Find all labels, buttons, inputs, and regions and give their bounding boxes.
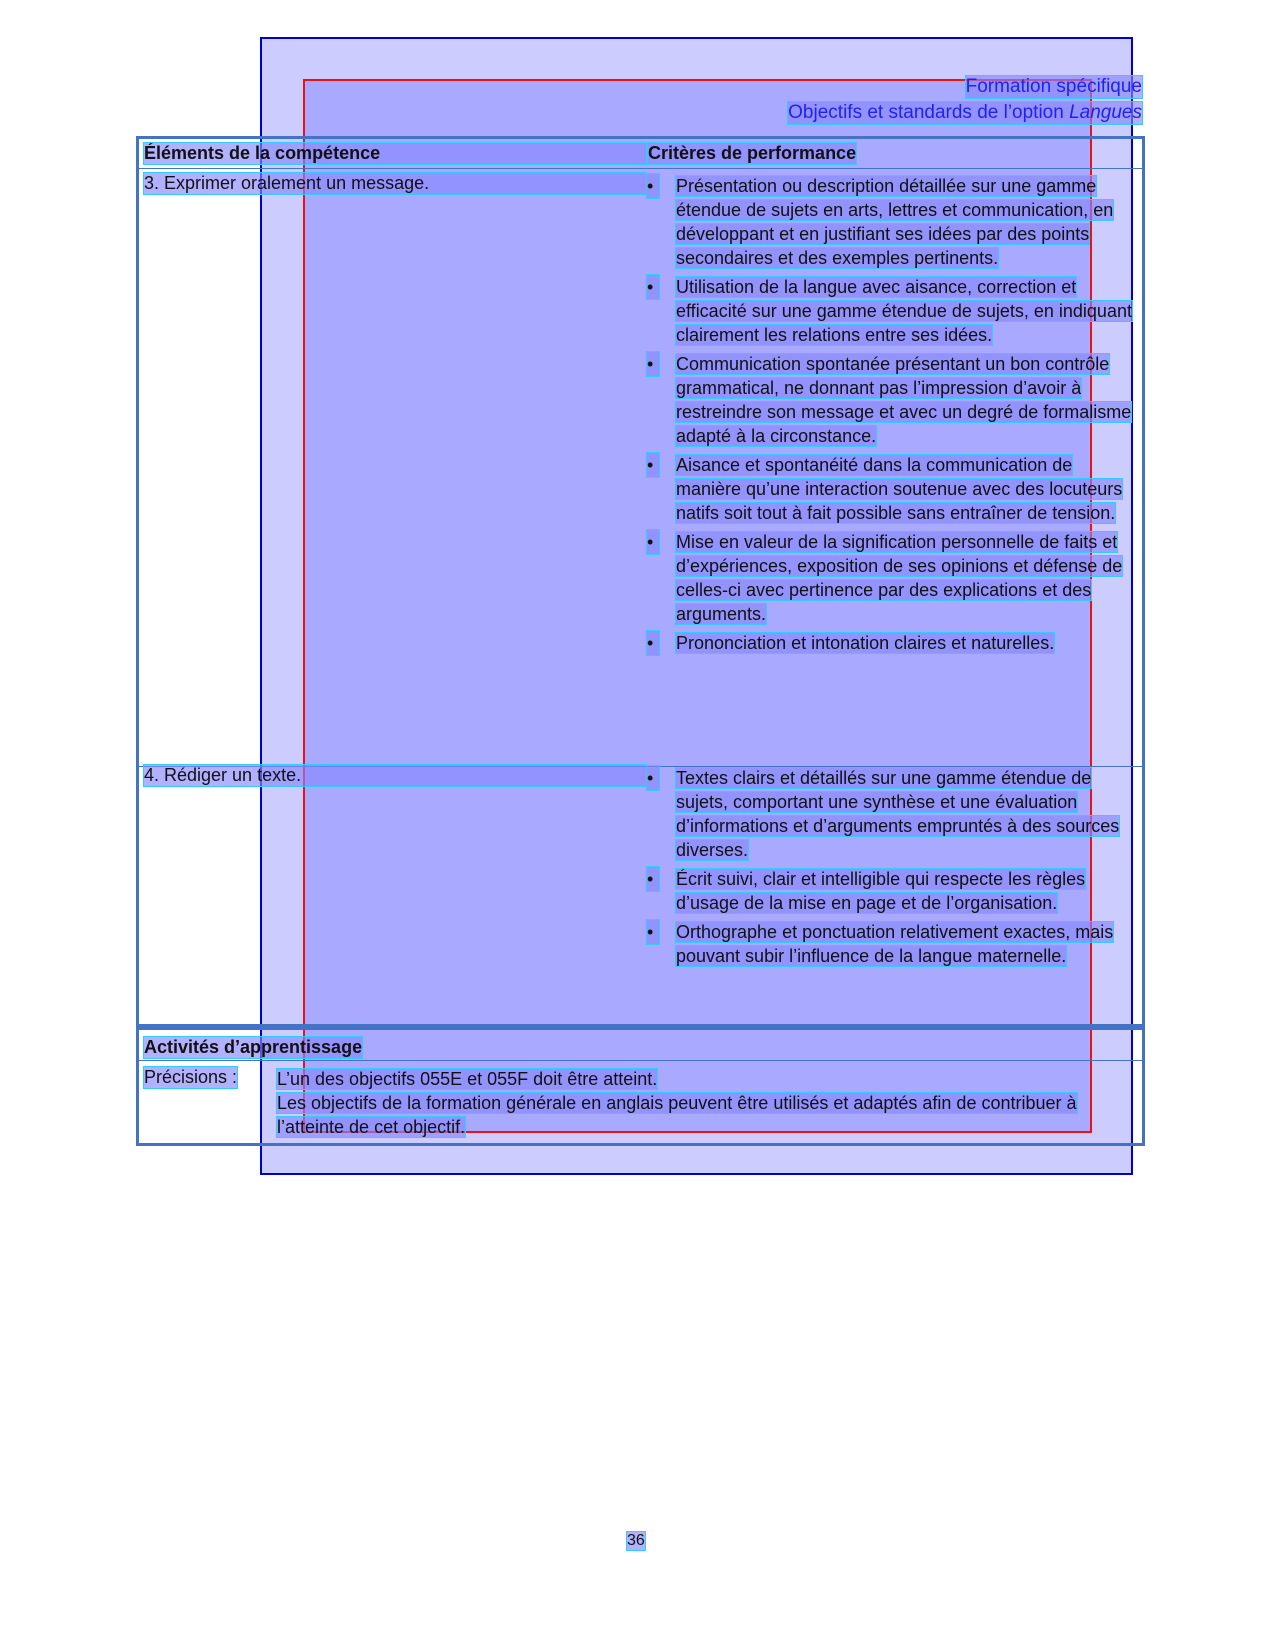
criteria-text: Prononciation et intonation claires et naturelles. [676, 633, 1055, 653]
criteria-item [647, 453, 1132, 525]
competence-element-3: 3. Exprimer oralement un message. [144, 173, 646, 194]
criteria-text: Écrit suivi, clair et intelligible qui respecte les règles d’usage de la mise en page et de l’organisation. [676, 869, 1086, 913]
precisions-line-text: Les objectifs de la formation générale en anglais peuvent être utilisés et adaptés afin de contribuer à l’atteinte de cet objectif. [277, 1093, 1077, 1137]
criteria-item [647, 174, 1132, 270]
criteria-item [647, 920, 1132, 968]
bullet-icon: • [647, 920, 659, 944]
bullet-icon: • [647, 631, 659, 655]
page-number: 36 [627, 1532, 645, 1549]
bullet-icon: • [647, 352, 659, 376]
header-section-title: Formation spécifique [965, 76, 1142, 97]
precisions-line [277, 1091, 1107, 1139]
bullet-icon: • [647, 766, 659, 790]
criteria-item [647, 275, 1132, 347]
column-header-criteria: Critères de performance [648, 143, 857, 163]
competence-element-4: 4. Rédiger un texte. [144, 765, 646, 786]
bullet-icon: • [647, 867, 659, 891]
criteria-text: Textes clairs et détaillés sur une gamme étendue de sujets, comportant une synthèse et une évaluation d’informations et d’arguments empruntés à des sources diverses. [676, 768, 1120, 860]
activities-header-divider [138, 1060, 1143, 1061]
bullet-icon: • [647, 530, 659, 554]
column-header-elements: Éléments de la compétence [144, 143, 646, 164]
criteria-list-3 [647, 174, 1132, 660]
header-option-prefix: Objectifs et standards de l’option [788, 102, 1070, 123]
criteria-text: Orthographe et ponctuation relativement exactes, mais pouvant subir l’influence de la langue maternelle. [676, 922, 1114, 966]
criteria-item [647, 530, 1132, 626]
criteria-text: Présentation ou description détaillée sur une gamme étendue de sujets en arts, lettres et communication, en développant et en justifiant ses idées par des points secondaires et des exemples pertinents. [676, 176, 1114, 268]
criteria-text: Utilisation de la langue avec aisance, correction et efficacité sur une gamme étendue de sujets, en indiquant clairement les relations entre ses idées. [676, 277, 1132, 345]
precisions-label: Précisions : [144, 1067, 238, 1087]
bullet-icon: • [647, 174, 659, 198]
table-header-divider [138, 168, 1143, 169]
criteria-list-4 [647, 766, 1132, 973]
activities-header: Activités d’apprentissage [144, 1037, 363, 1057]
criteria-text: Communication spontanée présentant un bon contrôle grammatical, ne donnant pas l’impression d’avoir à restreindre son message et avec un degré de formalisme adapté à la circonstance. [676, 354, 1132, 446]
bullet-icon: • [647, 275, 659, 299]
criteria-item [647, 631, 1132, 655]
criteria-text: Mise en valeur de la signification personnelle de faits et d’expériences, exposition de ses opinions et défense de celles-ci avec pertinence par des explications et des arguments. [676, 532, 1123, 624]
header-option-italic: Langues [1069, 102, 1142, 123]
criteria-item [647, 867, 1132, 915]
precisions-line-text: L’un des objectifs 055E et 055F doit être atteint. [277, 1069, 658, 1089]
precisions-line [277, 1067, 1107, 1091]
criteria-item [647, 352, 1132, 448]
bullet-icon: • [647, 453, 659, 477]
precisions-text [277, 1067, 1107, 1139]
criteria-text: Aisance et spontanéité dans la communication de manière qu’une interaction soutenue avec des locuteurs natifs soit tout à fait possible sans entraîner de tension. [676, 455, 1123, 523]
criteria-item [647, 766, 1132, 862]
header-option-title [788, 102, 1142, 124]
